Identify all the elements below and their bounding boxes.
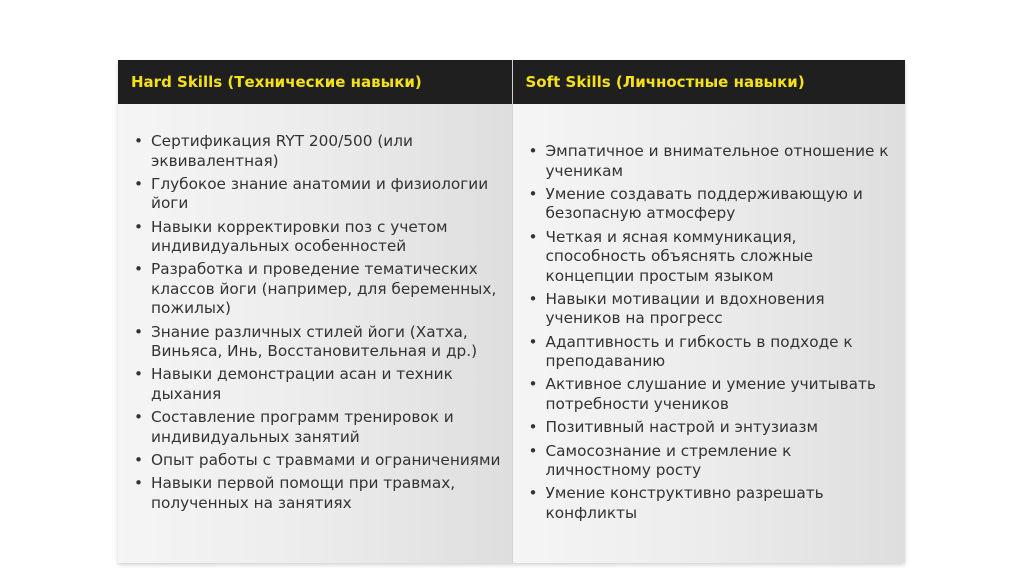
list-item bbox=[132, 408, 502, 447]
hard-skills-body bbox=[118, 104, 512, 563]
list-item-text: Составление программ тренировок и индивидуальных занятий bbox=[151, 408, 454, 446]
bullet-icon: • bbox=[134, 474, 144, 493]
skills-table bbox=[118, 60, 905, 563]
hard-skills-column bbox=[118, 60, 513, 563]
list-item bbox=[132, 451, 502, 471]
bullet-icon: • bbox=[134, 408, 144, 427]
bullet-icon: • bbox=[528, 227, 538, 246]
list-item bbox=[527, 375, 896, 414]
bullet-icon: • bbox=[134, 451, 144, 470]
list-item bbox=[527, 484, 896, 523]
list-item bbox=[132, 260, 502, 319]
hard-skills-header: Hard Skills (Технические навыки) bbox=[118, 60, 512, 104]
bullet-icon: • bbox=[134, 217, 144, 236]
list-item bbox=[527, 290, 896, 329]
list-item-text: Позитивный настрой и энтузиазм bbox=[545, 418, 819, 437]
list-item-text: Опыт работы с травмами и ограничениями bbox=[151, 451, 501, 470]
list-item bbox=[527, 442, 896, 481]
bullet-icon: • bbox=[528, 142, 538, 160]
bullet-icon: • bbox=[528, 441, 538, 460]
list-item bbox=[132, 132, 502, 171]
list-item-text: Навыки корректировки поз с учетом индивидуальных особенностей bbox=[151, 217, 448, 256]
list-item-text: Знание различных стилей йоги (Хатха, Виньяса, Инь, Восстановительная и др.) bbox=[151, 322, 478, 361]
bullet-icon: • bbox=[134, 174, 144, 193]
list-item-text: Глубокое знание анатомии и физиологии йоги bbox=[151, 174, 489, 213]
list-item-text: Разработка и проведение тематических классов йоги (например, для беременных, пожилых) bbox=[151, 260, 497, 318]
bullet-icon: • bbox=[528, 484, 538, 503]
bullet-icon: • bbox=[134, 322, 144, 341]
list-item-text: Адаптивность и гибкость в подходе к преподаванию bbox=[545, 332, 853, 371]
list-item bbox=[132, 365, 502, 404]
list-item bbox=[132, 175, 502, 214]
list-item-text: Умение создавать поддерживающую и безопасную атмосферу bbox=[545, 184, 863, 223]
bullet-icon: • bbox=[528, 184, 538, 203]
bullet-icon: • bbox=[134, 132, 144, 150]
list-item-text: Активное слушание и умение учитывать потребности учеников bbox=[545, 375, 876, 413]
list-item-text: Самосознание и стремление к личностному росту bbox=[545, 441, 792, 480]
list-item bbox=[527, 228, 896, 287]
bullet-icon: • bbox=[134, 260, 144, 279]
bullet-icon: • bbox=[528, 418, 538, 437]
list-item-text: Четкая и ясная коммуникация, способность объяснять сложные концепции простым языком bbox=[545, 227, 814, 285]
bullet-icon: • bbox=[528, 375, 538, 394]
list-item-text: Навыки первой помощи при травмах, полученных на занятиях bbox=[151, 474, 456, 512]
soft-skills-body bbox=[513, 104, 906, 563]
list-item bbox=[132, 323, 502, 362]
list-item bbox=[527, 185, 896, 224]
bullet-icon: • bbox=[528, 332, 538, 351]
bullet-icon: • bbox=[528, 289, 538, 308]
list-item bbox=[527, 142, 896, 181]
hard-skills-list bbox=[118, 132, 512, 513]
soft-skills-list bbox=[513, 142, 906, 523]
list-item-text: Сертификация RYT 200/500 (или эквивалентная) bbox=[151, 132, 413, 170]
soft-skills-column bbox=[513, 60, 906, 563]
list-item-text: Навыки демонстрации асан и техник дыхания bbox=[151, 365, 453, 403]
soft-skills-header: Soft Skills (Личностные навыки) bbox=[513, 60, 906, 104]
bullet-icon: • bbox=[134, 365, 144, 384]
list-item-text: Навыки мотивации и вдохновения учеников на прогресс bbox=[545, 289, 825, 328]
list-item-text: Эмпатичное и внимательное отношение к ученикам bbox=[545, 142, 889, 180]
list-item bbox=[527, 418, 896, 438]
list-item bbox=[132, 474, 502, 513]
list-item bbox=[132, 218, 502, 257]
list-item-text: Умение конструктивно разрешать конфликты bbox=[545, 484, 824, 522]
list-item bbox=[527, 333, 896, 372]
